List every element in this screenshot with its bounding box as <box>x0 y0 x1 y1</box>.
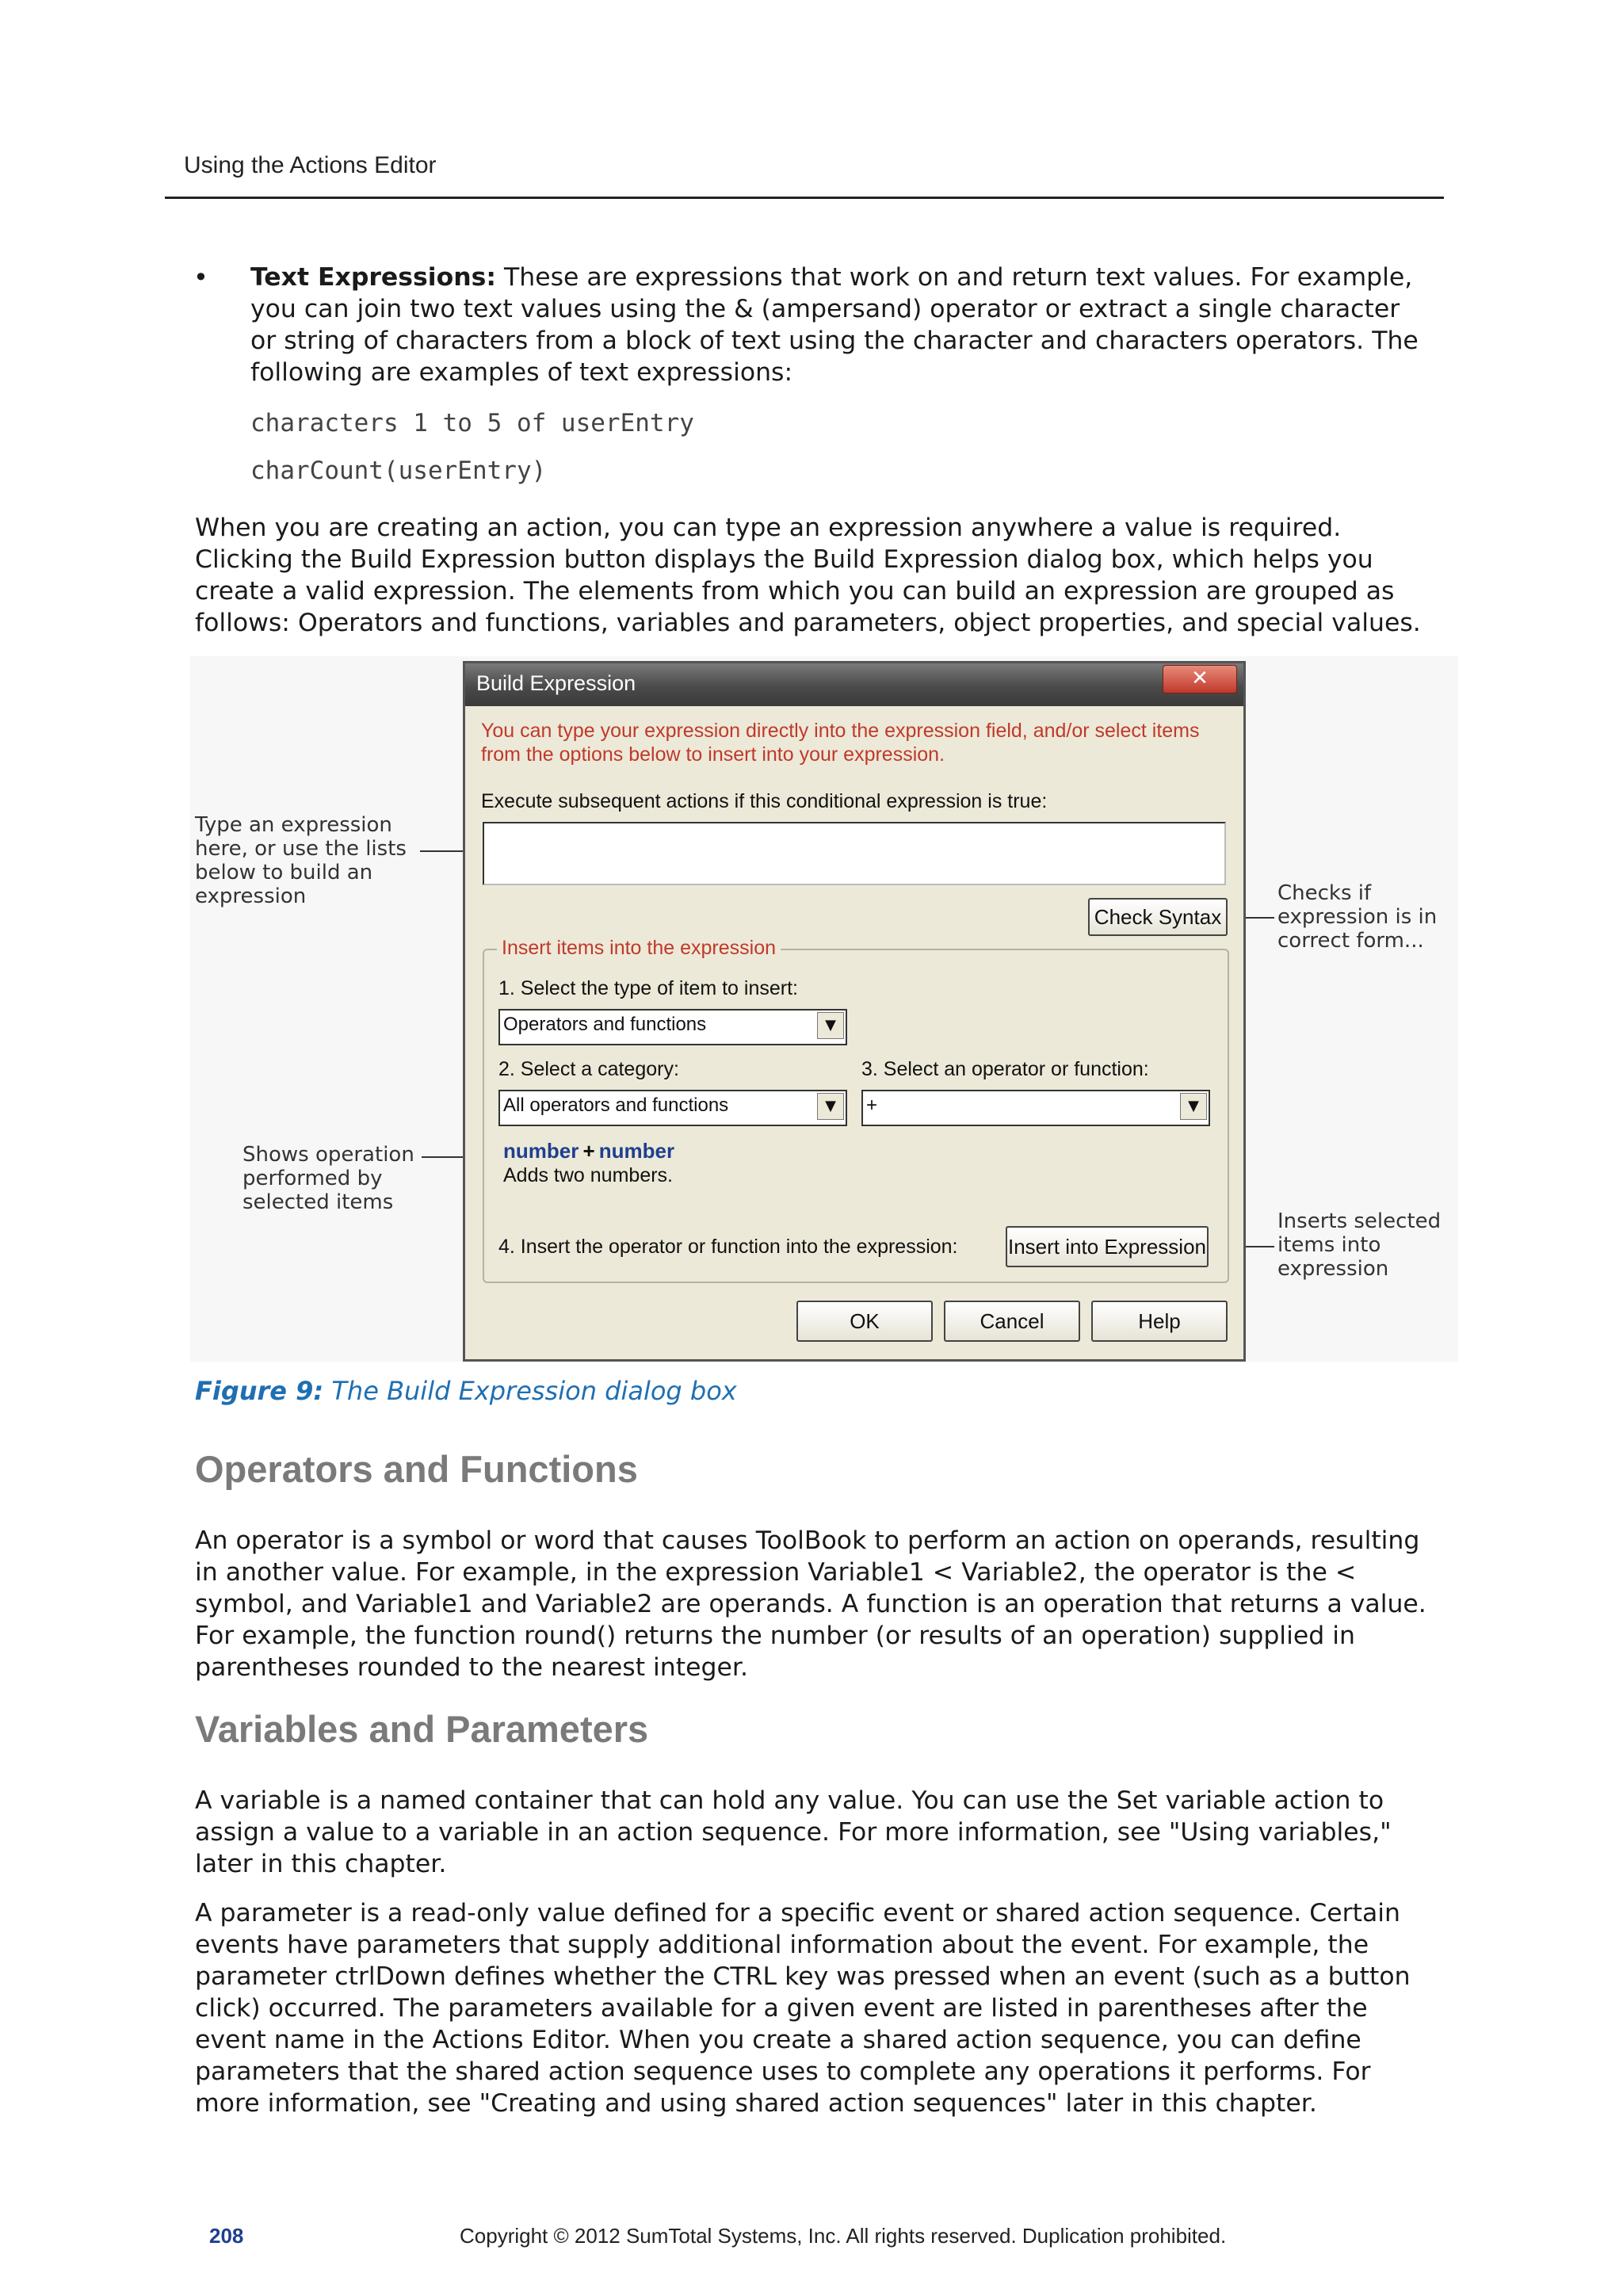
operators-paragraph <box>195 1525 1431 1683</box>
code-example-2: charCount(userEntry) <box>250 457 547 485</box>
step1-label: 1. Select the type of item to insert: <box>498 977 798 999</box>
operators-line-5: parentheses rounded to the nearest integer. <box>195 1653 748 1682</box>
operators-line-2: in another value. For example, in the expression Variable1 < Variable2, the operator is the < <box>195 1558 1357 1587</box>
step3-label: 3. Select an operator or function: <box>861 1058 1149 1080</box>
callout-line: correct form... <box>1277 929 1424 953</box>
expression-input[interactable] <box>483 822 1226 885</box>
bullet-line-2: you can join two text values using the & (ampersand) operator or extract a single character <box>250 295 1400 323</box>
intro-line-1: When you are creating an action, you can type an expression anywhere a value is required. <box>195 514 1342 542</box>
parameters-paragraph <box>195 1897 1431 2119</box>
code-example-1: characters 1 to 5 of userEntry <box>250 409 694 437</box>
figure-caption-text: The Build Expression dialog box <box>331 1376 737 1406</box>
callout-line: expression <box>1277 1257 1389 1281</box>
callout-shows-operation <box>242 1143 414 1214</box>
bullet-text-expressions <box>250 262 1439 388</box>
item-type-select[interactable] <box>498 1009 847 1045</box>
cancel-button[interactable]: Cancel <box>944 1301 1080 1342</box>
intro-paragraph <box>195 512 1431 639</box>
callout-line: performed by <box>242 1167 383 1190</box>
chevron-down-icon[interactable]: ▼ <box>817 1093 844 1120</box>
callout-line: Type an expression <box>195 813 392 837</box>
ok-button[interactable]: OK <box>796 1301 933 1342</box>
variables-line-1: A variable is a named container that can hold any value. You can use the Set variable action to <box>195 1786 1384 1815</box>
syntax-operand-left: number <box>503 1139 579 1163</box>
page-number: 208 <box>209 2224 244 2248</box>
parameters-line-2: events have parameters that supply additional information about the event. For example, the <box>195 1931 1369 1959</box>
syntax-description: Adds two numbers. <box>503 1164 673 1186</box>
operators-line-1: An operator is a symbol or word that causes ToolBook to perform an action on operands, resulting <box>195 1526 1420 1555</box>
close-icon: ✕ <box>1191 667 1209 690</box>
callout-checks-form <box>1277 881 1437 953</box>
callout-inserts-items <box>1277 1209 1441 1281</box>
insert-items-group-title: Insert items into the expression <box>497 937 781 960</box>
callout-line: here, or use the lists <box>195 837 407 861</box>
variables-paragraph <box>195 1785 1431 1880</box>
bullet-marker: • <box>193 262 208 292</box>
bullet-line-4: following are examples of text expressions: <box>250 358 793 387</box>
expression-label: Execute subsequent actions if this conditional expression is true: <box>481 790 1048 812</box>
insert-into-expression-button[interactable]: Insert into Expression <box>1006 1226 1209 1267</box>
copyright-notice: Copyright © 2012 SumTotal Systems, Inc. All rights reserved. Duplication prohibited. <box>460 2224 1227 2248</box>
parameters-line-4: click) occurred. The parameters available for a given event are listed in parentheses after the <box>195 1994 1368 2023</box>
callout-line: expression <box>195 884 307 908</box>
step2-label: 2. Select a category: <box>498 1058 679 1080</box>
operator-value: + <box>866 1095 878 1116</box>
callout-line: selected items <box>242 1190 394 1214</box>
callout-line: Shows operation <box>242 1143 414 1167</box>
figure-caption <box>195 1376 737 1406</box>
operators-line-3: symbol, and Variable1 and Variable2 are operands. A function is an operation that returns a value. <box>195 1590 1426 1618</box>
intro-line-3: create a valid expression. The elements from which you can build an expression are grouped as <box>195 577 1395 606</box>
close-button[interactable] <box>1163 665 1237 693</box>
syntax-operand-right: number <box>598 1139 675 1163</box>
dialog-titlebar <box>465 663 1243 706</box>
running-header: Using the Actions Editor <box>184 152 437 178</box>
variables-heading: Variables and Parameters <box>195 1708 649 1750</box>
variables-line-2: assign a value to a variable in an action sequence. For more information, see "Using variables," <box>195 1818 1392 1847</box>
callout-line: Inserts selected <box>1277 1209 1442 1233</box>
help-button[interactable]: Help <box>1091 1301 1228 1342</box>
dialog-title: Build Expression <box>476 671 636 695</box>
category-select[interactable] <box>498 1090 847 1126</box>
category-value: All operators and functions <box>503 1095 729 1116</box>
step4-label: 4. Insert the operator or function into the expression: <box>498 1236 958 1258</box>
header-rule <box>165 197 1444 199</box>
bullet-line-1 <box>250 262 1439 293</box>
callout-line: items into <box>1277 1233 1381 1257</box>
parameters-line-6: parameters that the shared action sequence uses to complete any operations it performs. For <box>195 2057 1371 2086</box>
dialog-hint-line-2: from the options below to insert into your expression. <box>481 743 945 766</box>
bullet-line-1-text: These are expressions that work on and return text values. For example, <box>504 263 1413 292</box>
parameters-line-7: more information, see "Creating and using shared action sequences" later in this chapter. <box>195 2089 1317 2118</box>
bullet-term: Text Expressions: <box>250 263 497 292</box>
callout-line: below to build an <box>195 861 373 884</box>
operators-line-4: For example, the function round() returns the number (or results of an operation) supplied in <box>195 1622 1355 1650</box>
variables-line-3: later in this chapter. <box>195 1850 447 1878</box>
callout-type-expression <box>195 813 407 908</box>
parameters-line-1: A parameter is a read-only value defined for a specific event or shared action sequence. Certain <box>195 1899 1400 1927</box>
operators-heading: Operators and Functions <box>195 1448 638 1490</box>
callout-line: expression is in <box>1277 905 1438 929</box>
intro-line-4: follows: Operators and functions, variables and parameters, object properties, and special values. <box>195 609 1421 637</box>
operator-select[interactable] <box>861 1090 1210 1126</box>
build-expression-dialog <box>463 661 1246 1362</box>
parameters-line-5: event name in the Actions Editor. When you create a shared action sequence, you can define <box>195 2026 1361 2054</box>
dialog-hint-line-1: You can type your expression directly into the expression field, and/or select items <box>481 720 1200 742</box>
callout-line: Checks if <box>1277 881 1372 905</box>
figure-caption-label: Figure 9: <box>195 1376 324 1406</box>
chevron-down-icon[interactable]: ▼ <box>817 1012 844 1039</box>
chevron-down-icon[interactable]: ▼ <box>1180 1093 1207 1120</box>
syntax-operator: + <box>582 1139 595 1163</box>
syntax-preview <box>503 1139 674 1163</box>
bullet-line-3: or string of characters from a block of text using the character and characters operators. The <box>250 327 1419 355</box>
dialog-hint <box>481 719 1200 766</box>
item-type-value: Operators and functions <box>503 1014 707 1035</box>
check-syntax-button[interactable]: Check Syntax <box>1088 898 1228 936</box>
parameters-line-3: parameter ctrlDown defines whether the CTRL key was pressed when an event (such as a button <box>195 1962 1411 1991</box>
intro-line-2: Clicking the Build Expression button displays the Build Expression dialog box, which helps you <box>195 545 1373 574</box>
